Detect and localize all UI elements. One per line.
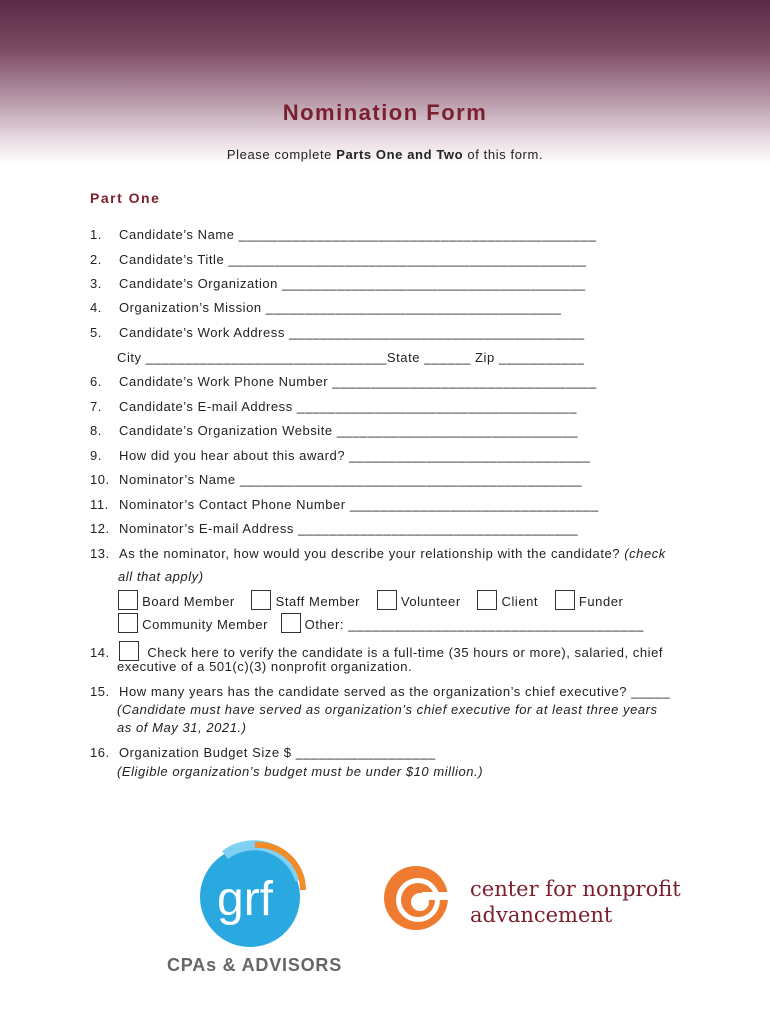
relationship-options-row-1: Board Member Staff Member Volunteer Client Funder [118,590,623,610]
volunteer-checkbox[interactable] [377,590,397,610]
verify-checkbox[interactable] [119,641,139,661]
form-item-12[interactable]: 11. Nominator’s Contact Phone Number ________________________________ [90,497,599,512]
question-15: 15. How many years has the candidate served as the organization’s chief executive? _____ [90,684,671,699]
page-title: Nomination Form [282,100,488,125]
question-16-note: (Eligible organization’s budget must be under $10 million.) [117,764,484,779]
cna-logo-swirl [382,862,452,934]
client-checkbox[interactable] [477,590,497,610]
form-item-3[interactable]: 3. Candidate’s Organization _______________________________________ [90,276,586,291]
grf-logo-text: grf [217,873,274,926]
grf-tagline: CPAs & ADVISORS [167,955,343,975]
community-member-checkbox[interactable] [118,613,138,633]
relationship-options-row-2: Community Member Other: ______________________________________ [118,613,644,633]
question-15-note-2: as of May 31, 2021.) [117,720,247,735]
form-item-1[interactable]: 1. Candidate’s Name ______________________________________________ [90,227,597,242]
grf-logo [195,835,310,950]
staff-member-checkbox[interactable] [251,590,271,610]
board-member-checkbox[interactable] [118,590,138,610]
form-item-7[interactable]: 6. Candidate’s Work Phone Number __________________________________ [90,374,597,389]
header-banner [0,0,770,165]
form-item-5[interactable]: 5. Candidate’s Work Address ______________________________________ [90,325,585,340]
question-14-line-2: executive of a 501(c)(3) nonprofit organization. [117,659,413,674]
funder-checkbox[interactable] [555,590,575,610]
question-15-note-1: (Candidate must have served as organization’s chief executive for at least three years [117,702,658,717]
form-item-11[interactable]: 10. Nominator’s Name ____________________________________________ [90,472,583,487]
form-item-6[interactable]: City _______________________________State ______ Zip ___________ [117,350,585,365]
question-13: 13. As the nominator, how would you describe your relationship with the candidate? (check [90,546,666,561]
cna-logo-text: center for nonprofit advancement [470,877,681,927]
form-item-10[interactable]: 9. How did you hear about this award? _______________________________ [90,448,591,463]
form-item-4[interactable]: 4. Organization’s Mission ______________________________________ [90,300,562,315]
form-item-2[interactable]: 2. Candidate’s Title ______________________________________________ [90,252,587,267]
other-checkbox[interactable] [281,613,301,633]
question-14: 14. Check here to verify the candidate is a full-time (35 hours or more), salaried, chief [90,641,663,661]
question-16: 16. Organization Budget Size $ __________________ [90,745,436,760]
question-13-hint: all that apply) [118,569,204,584]
form-item-9[interactable]: 8. Candidate’s Organization Website _______________________________ [90,423,579,438]
part-one-heading: Part One [90,190,161,206]
form-item-13[interactable]: 12. Nominator’s E-mail Address ____________________________________ [90,521,579,536]
page-subtitle: Please complete Parts One and Two of this form. [226,147,544,162]
form-item-8[interactable]: 7. Candidate’s E-mail Address ____________________________________ [90,399,577,414]
